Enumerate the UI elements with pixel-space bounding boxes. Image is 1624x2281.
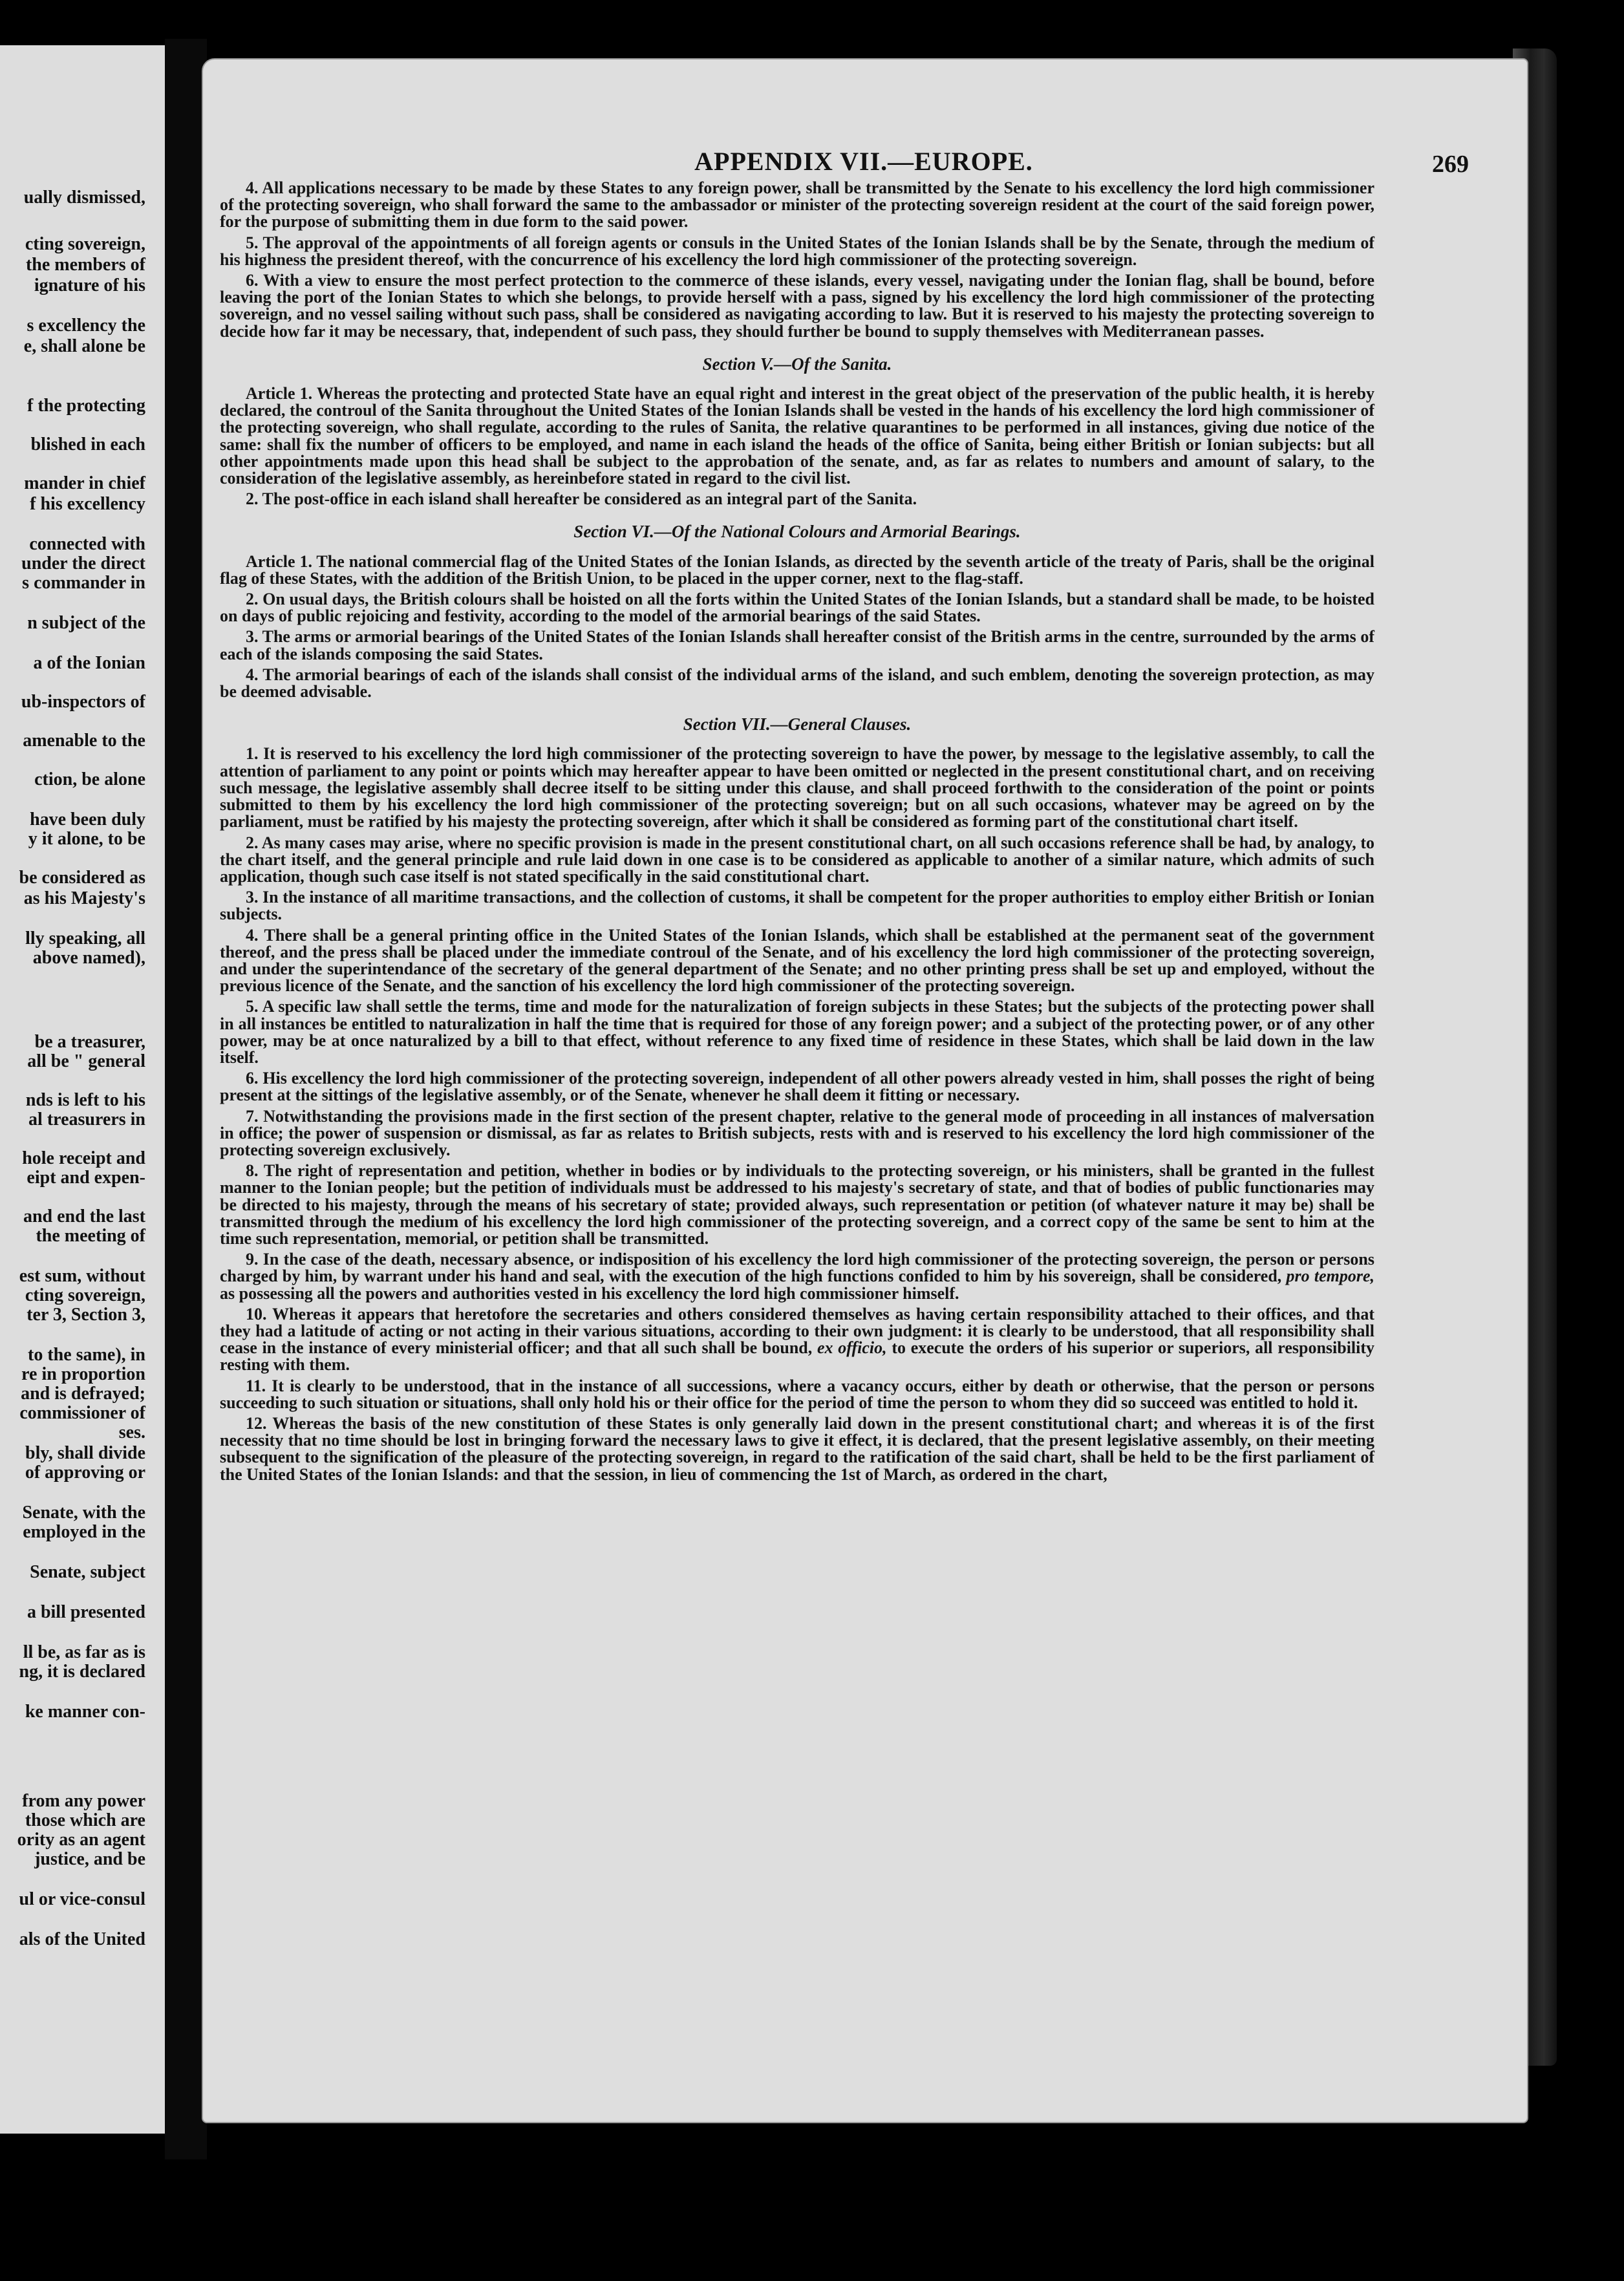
paragraph: 4. The armorial bearings of each of the islands shall consist of the individual arms of the island, and such emblem, denoting the sovereign protection, as may be deemed advisable. <box>220 665 1374 701</box>
paragraph: 6. With a view to ensure the most perfect protection to the commerce of these islands, every vessel, navigating under the Ionian flag, shall be bound, before leaving the port of the Ionian States to which she belongs, to provide herself with a pass, signed by his excellency the lord high commissioner of the protecting sovereign, and no vessel sailing without such pass, shall be considered as navigating according to law. But it is reserved to his majesty the protecting sovereign to decide how far it may be necessary, that, independent of such pass, they should further be bound to supply themselves with Mediterranean passes. <box>220 271 1374 341</box>
facing-page-line: ll be, as far as is <box>23 1642 145 1662</box>
paragraph: Article 1. Whereas the protecting and protected State have an equal right and interest in the great object of the preservation of the public health, it is hereby declared, the controul of the Sanita throughout the United States of the Ionian Islands shall be vested in the hands of his excellency the lord high commissioner of the protecting sovereign, who shall regulate, according to the rules of Sanita, the relative quarantines to be performed in all instances, giving due notice of the same: shall fix the number of officers to be employed, and name in each island the heads of the office of Sanita, being either British or Ionian subjects: but all other appointments made upon this head shall be subject to the approbation of the senate, and, as far as relates to numbers and amount of salary, to the consideration of the legislative assembly, as hereinbefore stated in regard to the civil list. <box>220 384 1374 488</box>
page-number: 269 <box>1432 151 1469 178</box>
facing-page-line: employed in the <box>23 1522 145 1542</box>
latin-phrase: pro tempore, <box>1286 1267 1375 1286</box>
facing-page-line: above named), <box>32 948 145 968</box>
facing-page-line: justice, and be <box>34 1849 145 1869</box>
facing-page-line: amenable to the <box>23 731 145 751</box>
facing-page-line: hole receipt and <box>22 1148 145 1168</box>
facing-page-line: ub-inspectors of <box>21 692 145 712</box>
facing-page-line: connected with <box>29 534 145 554</box>
paragraph: 3. The arms or armorial bearings of the United States of the Ionian Islands shall hereafter consist of the British arms in the centre, surrounded by the arms of each of the islands composing the said States. <box>220 627 1374 663</box>
paragraph: 2. On usual days, the British colours shall be hoisted on all the forts within the United States of the Ionian Islands, but a standard shall be made, to be hoisted on days of public rejoicing and festivity, according to the model of the armorial bearings of the said States. <box>220 590 1374 626</box>
paragraph-text: as possessing all the powers and authorities vested in his excellency the lord high commissioner himself. <box>220 1283 959 1303</box>
facing-page-line: ke manner con- <box>25 1702 145 1722</box>
running-header: APPENDIX VII.—EUROPE. <box>694 147 1033 176</box>
facing-page-line: n subject of the <box>27 613 145 633</box>
section-heading: Section V.—Of the Sanita. <box>702 354 892 374</box>
facing-page-line: est sum, without <box>19 1266 145 1286</box>
paragraph: 8. The right of representation and petition, whether in bodies or by individuals to the protecting sovereign, or his ministers, shall be granted in the fullest manner to the Ionian people; but the petition of individuals must be addressed to his majesty's secretary of state, and that of bodies of public functionaries may be directed to his majesty, through the means of his secretary of state; provided always, such representation or petition (of whatever nature it may be) shall be transmitted through the medium of his excellency the lord high commissioner of the protecting sovereign, and a correct copy of the same be sent to him at the time such representation, memorial, or petition shall be transmitted. <box>220 1161 1374 1248</box>
paragraph: 6. His excellency the lord high commissioner of the protecting sovereign, independent of all other powers already vested in him, shall posses the right of being present at the sittings of the legislative assembly, or of the Senate, whenever he shall deem it fitting or necessary. <box>220 1069 1374 1105</box>
facing-page-line: Senate, with the <box>22 1503 145 1523</box>
facing-page-line: to the same), in <box>28 1345 145 1365</box>
facing-page-line: be considered as <box>19 868 145 888</box>
page-body <box>220 180 1374 1483</box>
facing-page-line: ul or vice-consul <box>19 1889 145 1909</box>
facing-page-line: f his excellency <box>30 494 145 514</box>
facing-page-line: lly speaking, all <box>25 928 145 948</box>
facing-page-line: and is defrayed; <box>21 1384 145 1404</box>
facing-page-line: cting sovereign, <box>25 234 145 254</box>
facing-page-line: ng, it is declared <box>19 1662 145 1682</box>
paragraph: 12. Whereas the basis of the new constitution of these States is only generally laid down in the present constitutional chart; and whereas it is of the first necessity that no time should be lost in bringing forward the necessary laws to give it effect, it is declared, that the present legislative assembly, on their meeting subsequent to the signification of the pleasure of the protecting sovereign, in regard to the ratification of the said chart, shall be held to be the first parliament of the United States of the Ionian Islands: and that the session, in lieu of commencing the 1st of March, as ordered in the chart, <box>220 1414 1374 1484</box>
facing-page-line: cting sovereign, <box>25 1285 145 1305</box>
facing-page-line: of approving or <box>25 1462 145 1483</box>
facing-page-line: under the direct <box>21 553 145 573</box>
facing-page-line: be a treasurer, <box>34 1032 145 1052</box>
facing-page-line: a bill presented <box>27 1602 145 1622</box>
facing-page-line: al treasurers in <box>28 1109 145 1130</box>
paragraph: 5. The approval of the appointments of all foreign agents or consuls in the United States of the Ionian Islands shall be by the Senate, through the medium of his highness the president thereof, with the concurrence of his excellency the lord high commissioner of the protecting sovereign. <box>220 233 1374 269</box>
facing-page-line: s commander in <box>22 573 145 593</box>
facing-page-line: ority as an agent <box>17 1830 145 1850</box>
facing-page-line: ter 3, Section 3, <box>27 1305 145 1325</box>
facing-page-line: ses. <box>118 1422 145 1442</box>
paragraph: 2. The post-office in each island shall hereafter be considered as an integral part of the Sanita. <box>246 489 917 509</box>
paragraph-text: 10. Whereas it appears that heretofore the secretaries and others considered themselves as having certain responsibility attached to their offices, and that they had a latitude of acting or not acting in their various situations, according to their own judgment: it is clearly to be understood, that all responsibility shall cease in the instance of every ministerial officer; and that all such shall be bound, <box>220 1304 1374 1358</box>
paragraph: 4. All applications necessary to be made by these States to any foreign power, shall be transmitted by the Senate to his excellency the lord high commissioner of the protecting sovereign, who shall forward the same to the ambassador or minister of the protecting sovereign resident at the court of the said foreign power, for the purpose of submitting them in due form to the said power. <box>220 178 1374 231</box>
facing-page-line: from any power <box>22 1791 145 1811</box>
paragraph <box>220 1251 1374 1302</box>
latin-phrase: ex officio, <box>817 1338 887 1358</box>
section-heading: Section VII.—General Clauses. <box>683 714 912 734</box>
facing-page-line: s excellency the <box>27 316 145 336</box>
paragraph-text: to execute the orders of his superior or superiors, all responsibility resting with them. <box>220 1338 1375 1375</box>
facing-page-line: e, shall alone be <box>23 336 145 356</box>
facing-page-line: commissioner of <box>19 1403 145 1423</box>
paragraph: Article 1. The national commercial flag of the United States of the Ionian Islands, as directed by the seventh article of the treaty of Paris, shall be the original flag of these States, with the addition of the British Union, to be placed in the upper corner, next to the flag-staff. <box>220 552 1374 588</box>
facing-page-line: all be " general <box>27 1051 145 1071</box>
facing-page-line: the meeting of <box>36 1226 145 1246</box>
facing-page-line: a of the Ionian <box>33 653 145 673</box>
facing-page-line: ually dismissed, <box>23 187 145 208</box>
facing-page-line: Senate, subject <box>30 1562 145 1582</box>
facing-page-line: have been duly <box>30 809 145 830</box>
book-gutter <box>165 39 207 2159</box>
facing-page-line: re in proportion <box>21 1364 145 1384</box>
facing-page-line: the members of <box>25 255 145 275</box>
facing-page-line: blished in each <box>30 434 145 455</box>
facing-page-line: f the protecting <box>27 396 145 416</box>
section-heading: Section VI.—Of the National Colours and Armorial Bearings. <box>573 522 1021 542</box>
facing-page-line: nds is left to his <box>25 1090 145 1110</box>
facing-page-line: as his Majesty's <box>23 888 145 908</box>
paragraph: 3. In the instance of all maritime transactions, and the collection of customs, it shall be competent for the proper authorities to employ either British or Ionian subjects. <box>220 888 1374 924</box>
paragraph: 2. As many cases may arise, where no specific provision is made in the present constitutional chart, on all such occasions reference shall be had, by analogy, to the chart itself, and the general principle and rule laid down in one case is to be considered as applicable to another of a similar nature, which admits of such application, though such case itself is not stated specifically in the said constitutional chart. <box>220 833 1374 886</box>
facing-page-line: bly, shall divide <box>25 1443 145 1463</box>
facing-page-line: and end the last <box>23 1206 145 1226</box>
facing-page-line: ction, be alone <box>34 769 145 789</box>
facing-page-line: als of the United <box>19 1929 145 1949</box>
facing-page-line: mander in chief <box>24 473 145 493</box>
paragraph: 7. Notwithstanding the provisions made in the first section of the present chapter, relative to the general mode of proceeding in all instances of malversation in office; the power of suspension or dismissal, as far as relates to British subjects, rests with and is reserved to his excellency the lord high commissioner of the protecting sovereign exclusively. <box>220 1106 1374 1159</box>
facing-page-line: y it alone, to be <box>28 829 145 849</box>
facing-page-line: ignature of his <box>34 275 145 295</box>
facing-page <box>0 45 166 2134</box>
paragraph-text: 9. In the case of the death, necessary absence, or indisposition of his excellency the lord high commissioner of the protecting sovereign, the person or persons charged by him, by warrant under his hand and seal, with the execution of the high functions confided to him by his sovereign, shall be considered, <box>220 1250 1374 1286</box>
facing-page-line: those which are <box>25 1810 145 1830</box>
paragraph: 4. There shall be a general printing office in the United States of the Ionian Islands, which shall be established at the permanent seat of the government thereof, and the press shall be placed under the immediate controul of the Senate, and of his excellency the lord high commissioner of the protecting sovereign, and under the superintendance of the secretary of the general department of the Senate; and no other printing press shall be set up and employed, without the previous licence of the Senate, and the sanction of his excellency the lord high commissioner of the protecting sovereign. <box>220 925 1374 996</box>
facing-page-line: eipt and expen- <box>27 1168 145 1188</box>
paragraph: 11. It is clearly to be understood, that in the instance of all successions, where a vacancy occurs, either by death or otherwise, that the person or persons succeeding to such situation or situations, shall only hold his or their office for the period of time the person to whom they did so succeed was entitled to hold it. <box>220 1376 1374 1412</box>
paragraph: 5. A specific law shall settle the terms, time and mode for the naturalization of foreign subjects in these States; but the subjects of the protecting power shall in all instances be entitled to naturalization in half the time that is required for those of any foreign power; and a subject of the protecting power, or of any other power, may be at once naturalized by a bill to that effect, without reference to any fixed time of residence in these States, which shall be laid down in the law itself. <box>220 997 1374 1067</box>
paragraph <box>220 1306 1374 1374</box>
paragraph: 1. It is reserved to his excellency the lord high commissioner of the protecting sovereign to have the power, by message to the legislative assembly, to call the attention of parliament to any point or points which may hereafter appear to have been omitted or neglected in the present constitutional chart, and on receiving such message, the legislative assembly shall decree itself to be sitting under this clause, and shall proceed forthwith to the consideration of the point or points submitted to them by his excellency the lord high commissioner of the protecting sovereign; but on all such occasions, whatever may be agreed on by the parliament, must be ratified by his majesty the protecting sovereign, after which it shall be considered as forming part of the constitutional chart itself. <box>220 744 1374 831</box>
